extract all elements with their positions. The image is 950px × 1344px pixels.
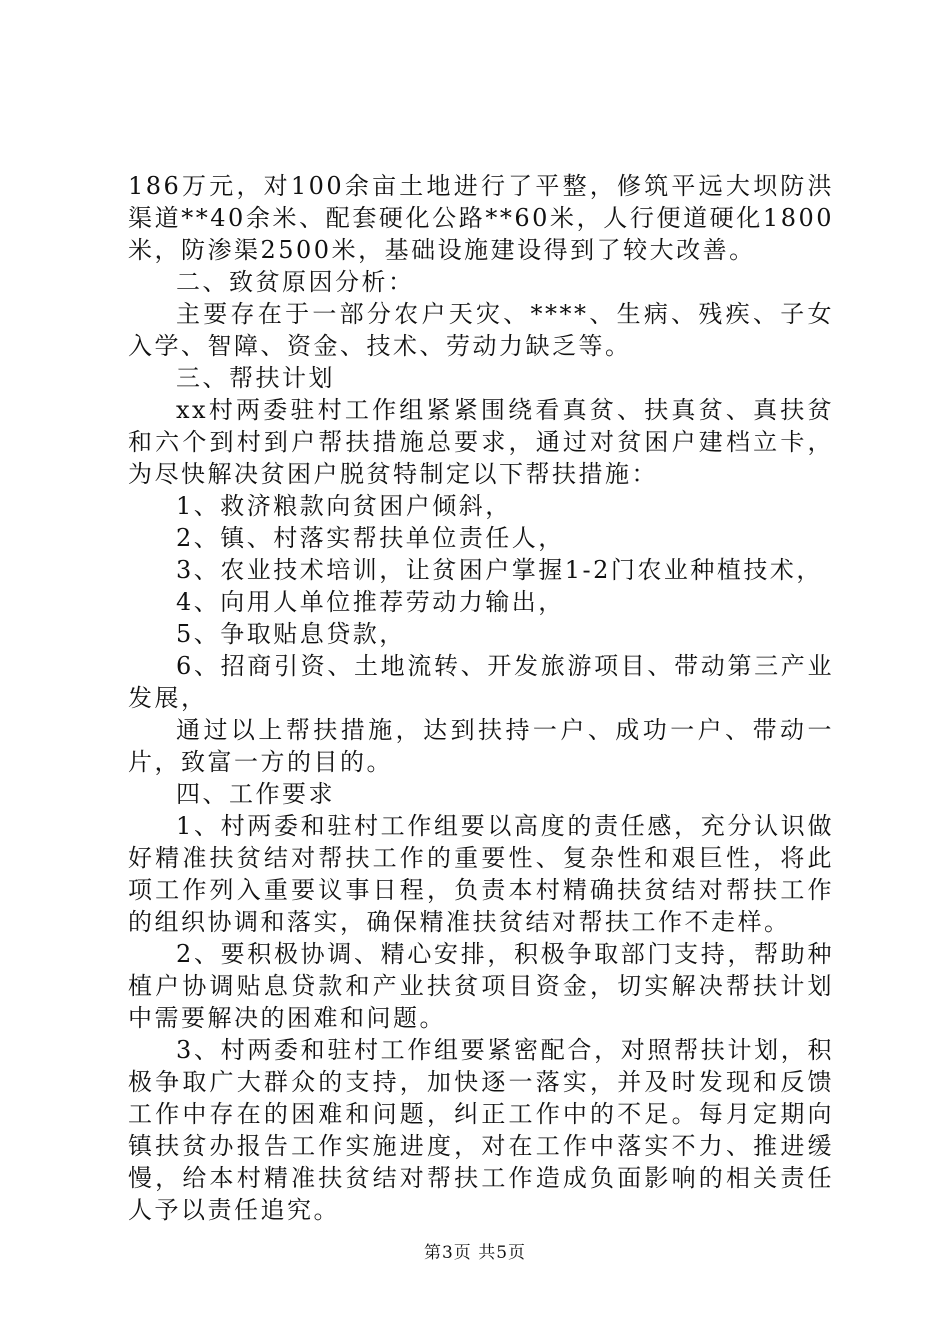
document-body — [128, 170, 834, 1226]
paragraph: 主要存在于一部分农户天灾、****、生病、残疾、子女入学、智障、资金、技术、劳动力缺乏等。 — [128, 300, 834, 360]
paragraph: 四、工作要求 — [176, 780, 335, 808]
paragraph: 186万元，对100余亩土地进行了平整，修筑平远大坝防洪渠道**40余米、配套硬化公路**60米，人行便道硬化1800米，防渗渠2500米，基础设施建设得到了较大改善。 — [128, 172, 834, 264]
paragraph: 6、招商引资、土地流转、开发旅游项目、带动第三产业发展， — [128, 652, 834, 712]
paragraph: 三、帮扶计划 — [176, 364, 335, 392]
paragraph: 3、农业技术培训，让贫困户掌握1-2门农业种植技术， — [176, 556, 823, 584]
paragraph: 3、村两委和驻村工作组要紧密配合，对照帮扶计划，积极争取广大群众的支持，加快逐一落实，并及时发现和反馈工作中存在的困难和问题，纠正工作中的不足。每月定期向镇扶贫办报告工作实施进度，对在工作中落实不力、推进缓慢，给本村精准扶贫结对帮扶工作造成负面影响的相关责任人予以责任追究。 — [128, 1036, 834, 1224]
paragraph: 1、村两委和驻村工作组要以高度的责任感，充分认识做好精准扶贫结对帮扶工作的重要性、复杂性和艰巨性，将此项工作列入重要议事日程，负责本村精确扶贫结对帮扶工作的组织协调和落实，确保精准扶贫结对帮扶工作不走样。 — [128, 812, 834, 936]
page-footer: 第3页 共5页 — [423, 1243, 527, 1263]
paragraph: xx村两委驻村工作组紧紧围绕看真贫、扶真贫、真扶贫和六个到村到户帮扶措施总要求，通过对贫困户建档立卡，为尽快解决贫困户脱贫特制定以下帮扶措施： — [128, 396, 834, 488]
paragraph: 4、向用人单位推荐劳动力输出， — [176, 588, 565, 616]
paragraph: 5、争取贴息贷款， — [176, 620, 406, 648]
paragraph: 2、镇、村落实帮扶单位责任人， — [176, 524, 565, 552]
paragraph: 2、要积极协调、精心安排，积极争取部门支持，帮助种植户协调贴息贷款和产业扶贫项目资金，切实解决帮扶计划中需要解决的困难和问题。 — [128, 940, 834, 1032]
paragraph: 通过以上帮扶措施，达到扶持一户、成功一户、带动一片，致富一方的目的。 — [128, 716, 834, 776]
paragraph: 二、致贫原因分析： — [176, 268, 415, 296]
paragraph: 1、救济粮款向贫困户倾斜， — [176, 492, 512, 520]
